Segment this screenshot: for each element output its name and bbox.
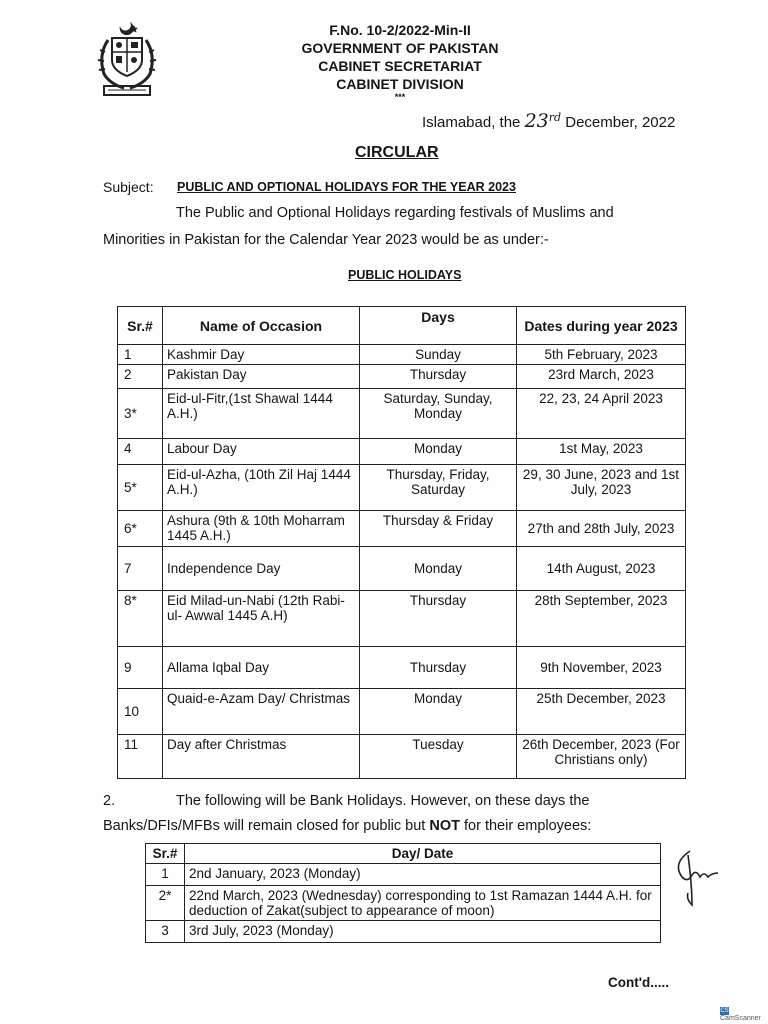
row-name: Eid Milad-un-Nabi (12th Rabi-ul- Awwal 1445 A.H) — [163, 591, 360, 647]
file-number: F.No. 10-2/2022-Min-II — [329, 22, 471, 38]
row-dates: 23rd March, 2023 — [517, 365, 686, 389]
row-days: Sunday — [360, 345, 517, 365]
table-row — [118, 591, 686, 647]
row-text: 2nd January, 2023 (Monday) — [185, 864, 661, 886]
row-days: Thursday & Friday — [360, 511, 517, 547]
row-name: Quaid-e-Azam Day/ Christmas — [163, 689, 360, 735]
bank-para-not: NOT — [429, 818, 460, 834]
table-row — [146, 921, 661, 943]
continued-label: Cont'd..... — [608, 975, 669, 990]
signature — [668, 845, 728, 915]
bank-holidays-table — [145, 843, 661, 943]
row-days: Monday — [360, 439, 517, 465]
subject-label: Subject: — [103, 179, 154, 195]
public-holidays-table — [117, 306, 686, 779]
row-sr: 4 — [118, 439, 163, 465]
intro-line-2: Minorities in Pakistan for the Calendar Year 2023 would be as under:- — [103, 232, 549, 248]
row-days: Monday — [360, 547, 517, 591]
bank-para-line-2-a: Banks/DFIs/MFBs will remain closed for public but — [103, 818, 426, 834]
row-sr: 8* — [118, 591, 163, 647]
scanner-badge: CS — [720, 1008, 729, 1014]
row-dates: 22, 23, 24 April 2023 — [517, 389, 686, 439]
row-dates: 5th February, 2023 — [517, 345, 686, 365]
header-stars: *** — [394, 92, 406, 102]
bank-para-line-2-b: for their employees: — [464, 818, 592, 834]
row-name: Ashura (9th & 10th Moharram 1445 A.H.) — [163, 511, 360, 547]
circular-title: CIRCULAR — [355, 144, 439, 161]
row-sr: 7 — [118, 547, 163, 591]
row-name: Independence Day — [163, 547, 360, 591]
row-sr: 5* — [118, 465, 163, 511]
table-row — [118, 389, 686, 439]
header-secretariat: CABINET SECRETARIAT — [318, 58, 482, 74]
row-sr: 1 — [118, 345, 163, 365]
row-days: Thursday — [360, 591, 517, 647]
row-text: 22nd March, 2023 (Wednesday) corresponding to 1st Ramazan 1444 A.H. for deduction of Zakat(subject to appearance of moon) — [185, 886, 661, 921]
table-header-row — [118, 307, 686, 345]
header-division: CABINET DIVISION — [336, 76, 464, 92]
table-row — [118, 735, 686, 779]
table-row — [118, 465, 686, 511]
row-name: Eid-ul-Fitr,(1st Shawal 1444 A.H.) — [163, 389, 360, 439]
row-days: Thursday — [360, 647, 517, 689]
bank-para-line-2 — [103, 818, 591, 834]
intro-line-1: The Public and Optional Holidays regarding festivals of Muslims and — [176, 205, 614, 221]
table-row — [118, 345, 686, 365]
public-holidays-heading: PUBLIC HOLIDAYS — [348, 268, 462, 282]
row-dates: 25th December, 2023 — [517, 689, 686, 735]
col-dates: Dates during year 2023 — [517, 307, 686, 345]
table-row — [118, 647, 686, 689]
row-days: Thursday — [360, 365, 517, 389]
row-name: Allama Iqbal Day — [163, 647, 360, 689]
header-government: GOVERNMENT OF PAKISTAN — [301, 40, 499, 56]
table-row — [146, 864, 661, 886]
date-day-suffix: rd — [548, 111, 562, 124]
row-sr: 9 — [118, 647, 163, 689]
row-sr: 2 — [118, 365, 163, 389]
table-row — [146, 886, 661, 921]
row-name: Day after Christmas — [163, 735, 360, 779]
row-name: Pakistan Day — [163, 365, 360, 389]
date-rest: December, 2022 — [565, 114, 676, 131]
date-line — [422, 110, 675, 132]
row-days: Monday — [360, 689, 517, 735]
date-day-handwritten: 23 — [524, 110, 549, 132]
row-dates: 26th December, 2023 (For Christians only) — [517, 735, 686, 779]
table-row — [118, 689, 686, 735]
table-row — [118, 511, 686, 547]
bank-para-number: 2. — [103, 793, 116, 809]
bank-para-line-1: The following will be Bank Holidays. However, on these days the — [176, 793, 590, 809]
row-sr: 10 — [118, 689, 163, 735]
row-name: Kashmir Day — [163, 345, 360, 365]
table-row — [118, 439, 686, 465]
row-sr: 3* — [118, 389, 163, 439]
table-header-row — [146, 844, 661, 864]
col-sr: Sr.# — [118, 307, 163, 345]
subject-text: PUBLIC AND OPTIONAL HOLIDAYS FOR THE YEAR 2023 — [177, 180, 516, 194]
row-sr: 1 — [146, 864, 185, 886]
row-name: Labour Day — [163, 439, 360, 465]
row-days: Thursday, Friday, Saturday — [360, 465, 517, 511]
table-row — [118, 547, 686, 591]
col-day-date: Day/ Date — [185, 844, 661, 864]
row-dates: 14th August, 2023 — [517, 547, 686, 591]
scanner-watermark — [720, 1007, 768, 1022]
row-days: Saturday, Sunday, Monday — [360, 389, 517, 439]
table-row — [118, 365, 686, 389]
row-sr: 6* — [118, 511, 163, 547]
date-prefix: Islamabad, the — [422, 114, 521, 131]
row-dates: 29, 30 June, 2023 and 1st July, 2023 — [517, 465, 686, 511]
row-days: Tuesday — [360, 735, 517, 779]
row-name: Eid-ul-Azha, (10th Zil Haj 1444 A.H.) — [163, 465, 360, 511]
state-emblem — [90, 20, 164, 102]
row-dates: 27th and 28th July, 2023 — [517, 511, 686, 547]
col-days: Days — [360, 307, 517, 345]
row-text: 3rd July, 2023 (Monday) — [185, 921, 661, 943]
col-name: Name of Occasion — [163, 307, 360, 345]
row-dates: 28th September, 2023 — [517, 591, 686, 647]
scanner-text: CamScanner — [720, 1015, 761, 1022]
row-dates: 9th November, 2023 — [517, 647, 686, 689]
row-dates: 1st May, 2023 — [517, 439, 686, 465]
row-sr: 3 — [146, 921, 185, 943]
col-sr: Sr.# — [146, 844, 185, 864]
row-sr: 2* — [146, 886, 185, 921]
row-sr: 11 — [118, 735, 163, 779]
